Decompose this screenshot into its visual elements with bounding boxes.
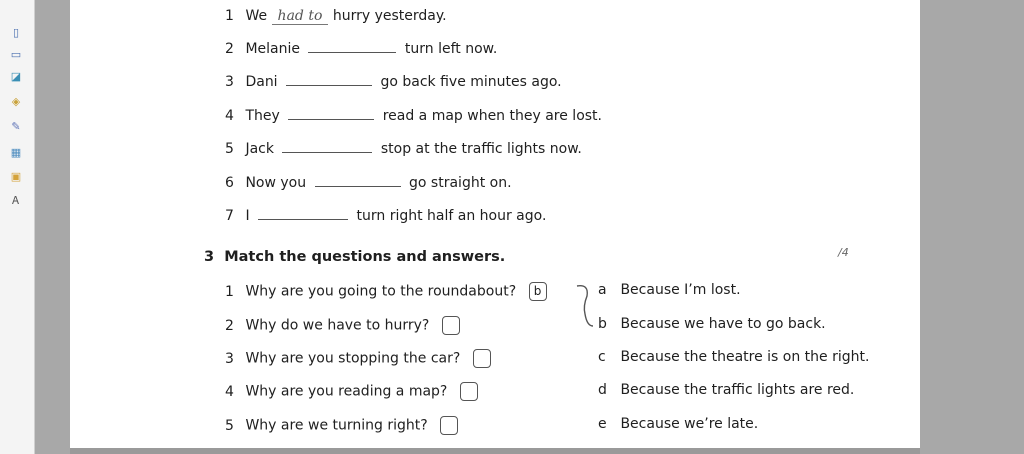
- document-icon[interactable]: ▭: [10, 48, 22, 61]
- answer-box[interactable]: [442, 316, 460, 335]
- question-number: 3: [225, 350, 234, 367]
- answer-text: Because the traffic lights are red.: [620, 382, 855, 398]
- score-total: /4: [838, 246, 849, 259]
- exercise-heading: [204, 249, 505, 265]
- sentence-end: turn right half an hour ago.: [356, 208, 547, 224]
- right-margin: [920, 0, 1024, 454]
- text-tool-icon[interactable]: Ꭺ: [12, 194, 20, 207]
- answer-box[interactable]: b: [529, 282, 547, 301]
- question-text: Why are we turning right?: [245, 417, 428, 434]
- sentence-end: turn left now.: [404, 41, 498, 57]
- sentence-5: [225, 140, 582, 157]
- highlighter-icon[interactable]: ◪: [10, 70, 22, 83]
- sentence-end: go straight on.: [409, 175, 512, 191]
- answer-c: [598, 349, 869, 365]
- lock-icon[interactable]: ▣: [10, 170, 22, 183]
- question-text: Why are you reading a map?: [245, 383, 448, 400]
- question-text: Why are you stopping the car?: [245, 350, 461, 367]
- answer-text: Because we have to go back.: [620, 316, 826, 332]
- left-margin: [35, 0, 70, 454]
- answer-blank[interactable]: had to: [272, 8, 329, 25]
- sentence-end: read a map when they are lost.: [382, 108, 602, 124]
- annotation-toolbar: [0, 0, 35, 454]
- item-number: 3: [225, 74, 234, 90]
- answer-blank[interactable]: [282, 140, 372, 153]
- answer-box[interactable]: [473, 349, 491, 368]
- exercise-number: 3: [204, 249, 215, 265]
- question-text: Why do we have to hurry?: [245, 317, 430, 334]
- question-3: [225, 349, 491, 368]
- sentence-start: Now you: [245, 175, 307, 191]
- sentence-end: stop at the traffic lights now.: [380, 141, 582, 157]
- page-icon[interactable]: ▯: [12, 26, 20, 39]
- item-number: 7: [225, 208, 234, 224]
- answer-d: [598, 382, 854, 398]
- sentence-start: Dani: [245, 74, 278, 90]
- stamp-icon[interactable]: ◈: [11, 95, 21, 108]
- question-number: 1: [225, 283, 234, 300]
- item-number: 5: [225, 141, 234, 157]
- item-number: 6: [225, 175, 234, 191]
- question-4: [225, 382, 478, 401]
- answer-text: Because the theatre is on the right.: [620, 349, 870, 365]
- score-box: [838, 246, 849, 259]
- answer-e: [598, 416, 758, 432]
- sentence-2: [225, 40, 497, 57]
- question-number: 5: [225, 417, 234, 434]
- answer-a: [598, 282, 741, 298]
- sentence-end: go back five minutes ago.: [380, 74, 562, 90]
- answer-letter: e: [598, 416, 607, 432]
- question-number: 2: [225, 317, 234, 334]
- question-text: Why are you going to the roundabout?: [245, 283, 517, 300]
- answer-letter: d: [598, 382, 607, 398]
- sentence-3: [225, 73, 562, 90]
- sentence-end: hurry yesterday.: [332, 8, 447, 24]
- sentence-4: [225, 107, 602, 124]
- question-1: [225, 282, 547, 301]
- exercise-title: Match the questions and answers.: [224, 249, 506, 265]
- match-bracket: [575, 280, 595, 332]
- sentence-start: I: [245, 208, 250, 224]
- answer-letter: a: [598, 282, 607, 298]
- sentence-start: Jack: [245, 141, 274, 157]
- answer-blank[interactable]: [258, 207, 348, 220]
- answer-box[interactable]: [460, 382, 478, 401]
- answer-blank[interactable]: [308, 40, 396, 53]
- answer-blank[interactable]: [315, 174, 401, 187]
- answer-text: Because I’m lost.: [620, 282, 741, 298]
- question-2: [225, 316, 460, 335]
- sentence-start: We: [245, 8, 268, 24]
- question-5: [225, 416, 458, 435]
- answer-blank[interactable]: [286, 73, 372, 86]
- answer-b: [598, 316, 826, 332]
- pen-icon[interactable]: ✎: [11, 120, 21, 133]
- answer-box[interactable]: [440, 416, 458, 435]
- sentence-start: They: [245, 108, 280, 124]
- answer-text: Because we’re late.: [620, 416, 759, 432]
- item-number: 4: [225, 108, 234, 124]
- question-number: 4: [225, 383, 234, 400]
- sentence-6: [225, 174, 512, 191]
- worksheet-page: [70, 0, 920, 448]
- item-number: 1: [225, 8, 234, 24]
- answer-letter: c: [598, 349, 606, 365]
- sentence-1: [225, 8, 447, 24]
- image-icon[interactable]: ▦: [10, 146, 22, 159]
- answer-blank[interactable]: [288, 107, 374, 120]
- sentence-7: [225, 207, 546, 224]
- item-number: 2: [225, 41, 234, 57]
- answer-letter: b: [598, 316, 607, 332]
- sentence-start: Melanie: [245, 41, 300, 57]
